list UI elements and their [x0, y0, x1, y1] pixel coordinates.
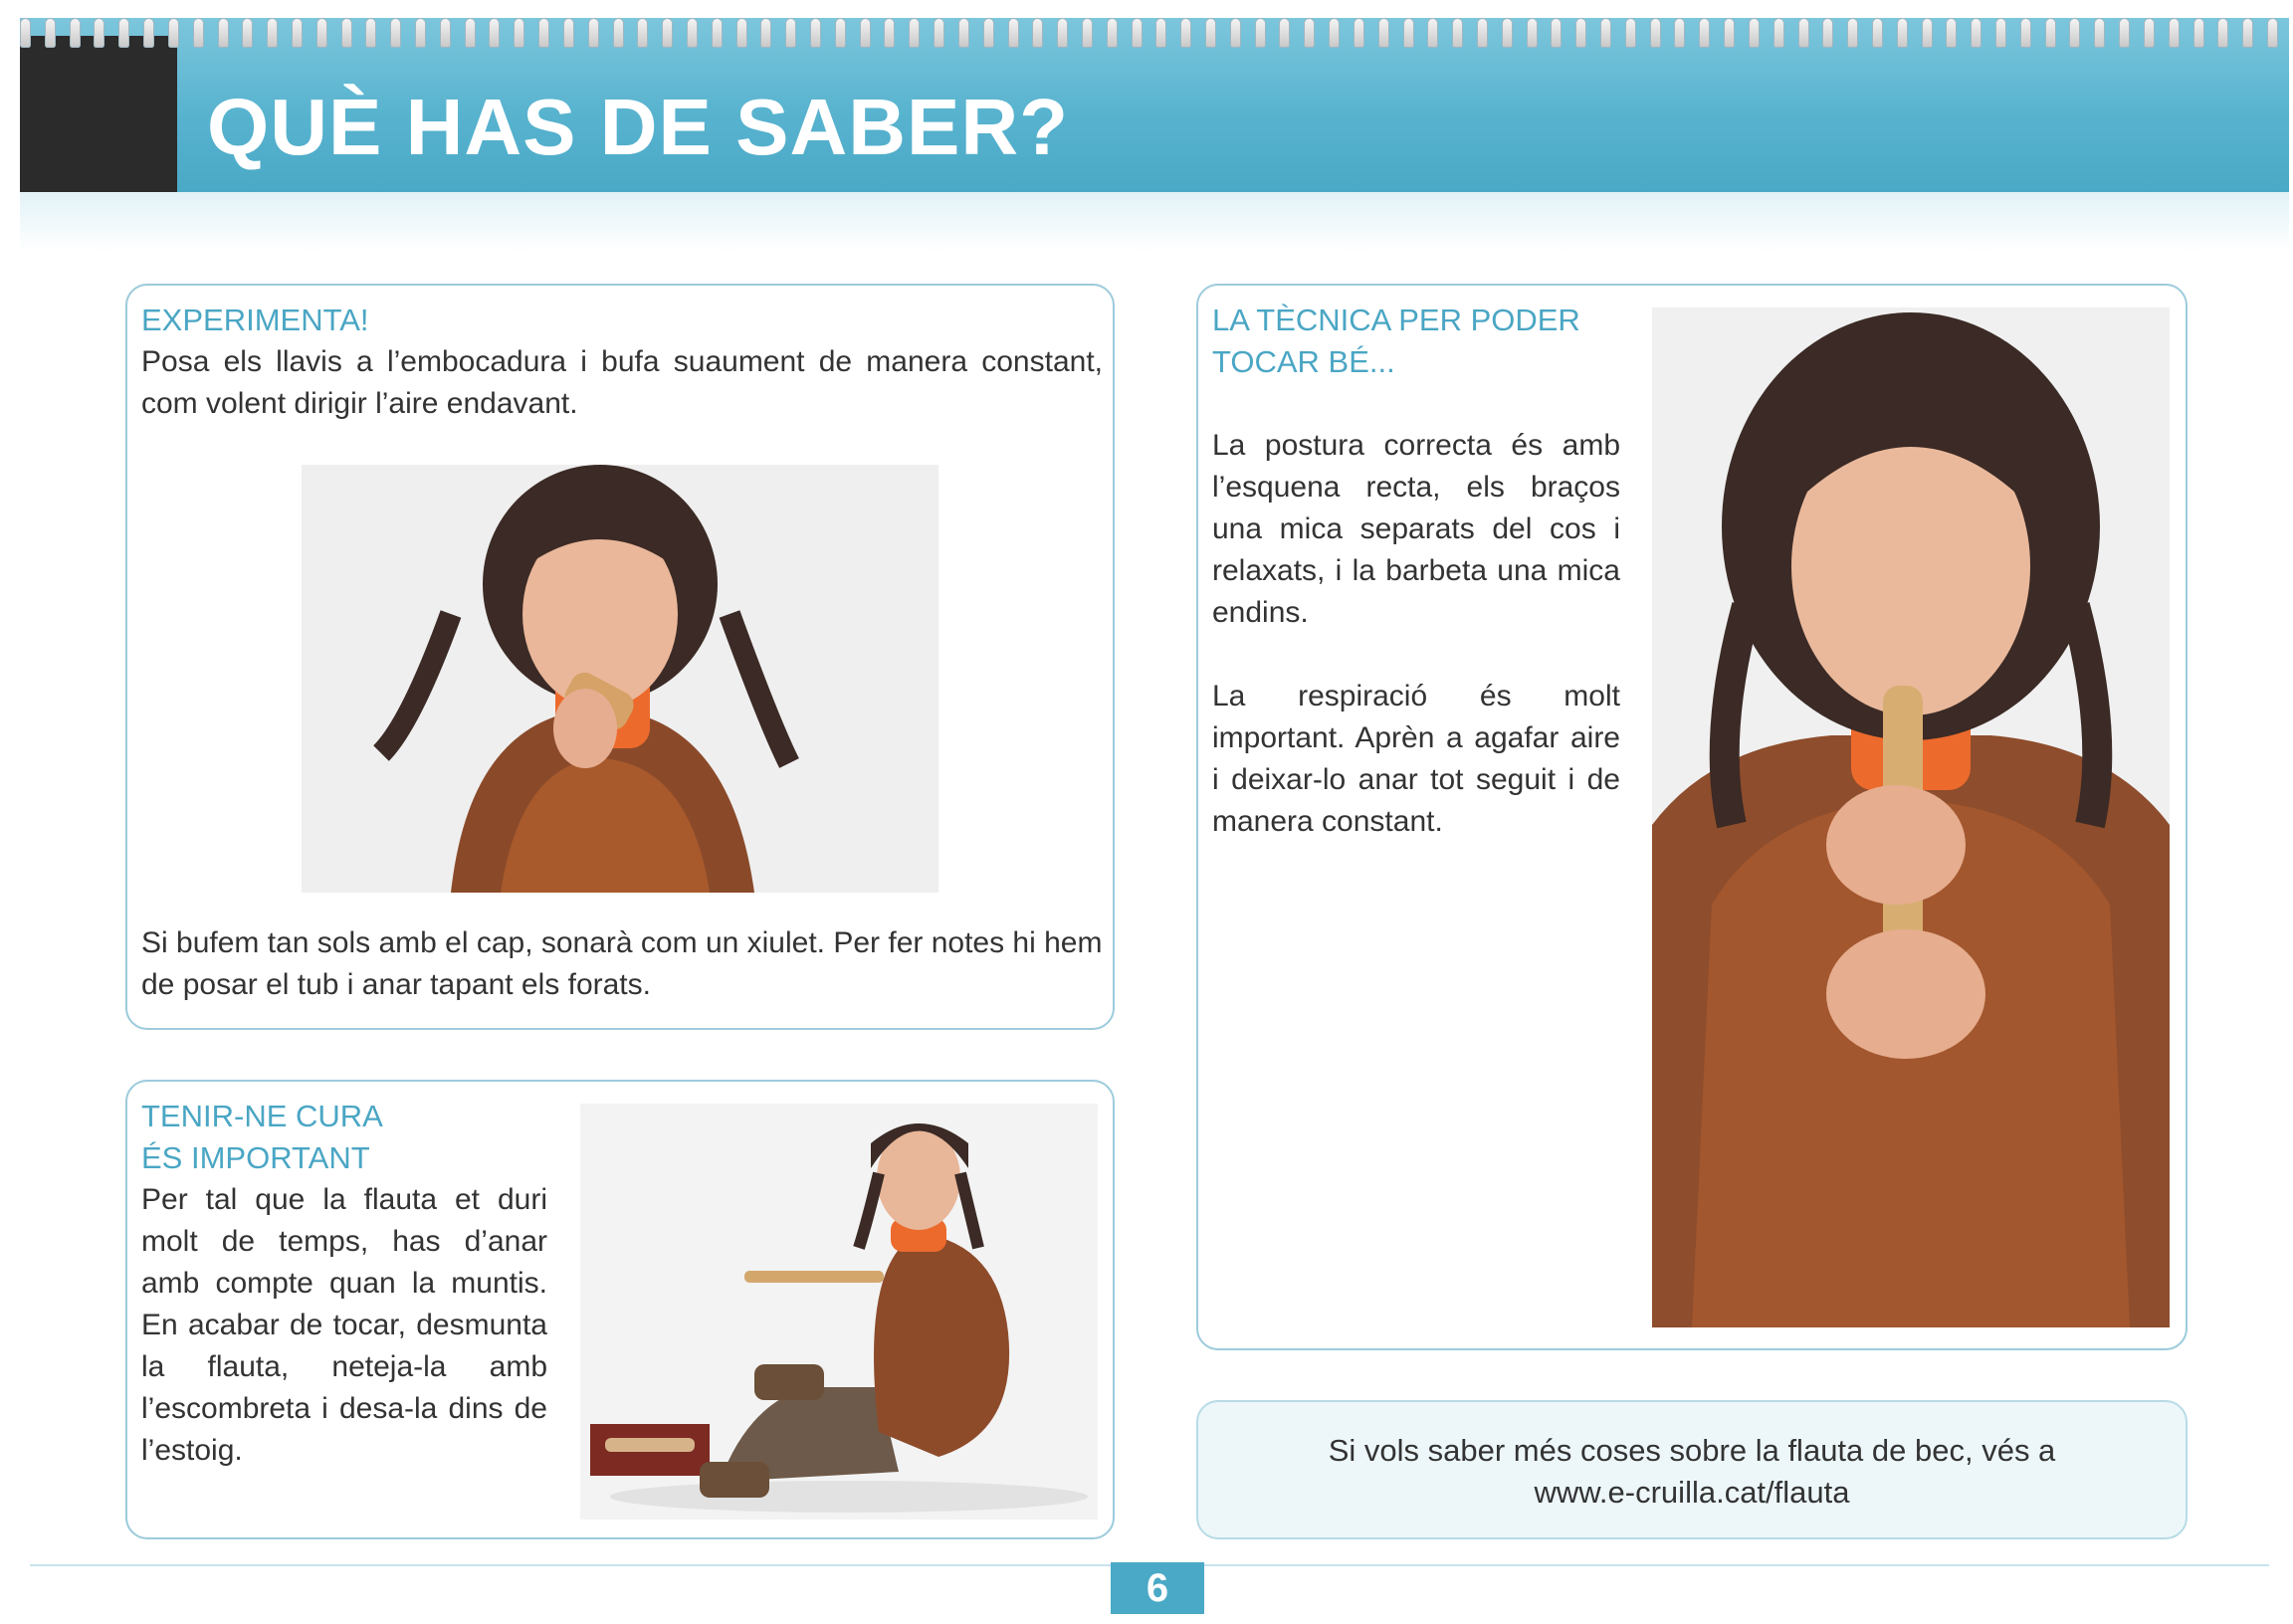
spiral-ring-icon	[70, 18, 81, 48]
spiral-ring-icon	[465, 18, 476, 48]
spiral-ring-icon	[341, 18, 352, 48]
spiral-ring-icon	[1971, 18, 1981, 48]
spiral-ring-icon	[1724, 18, 1735, 48]
spiral-ring-icon	[1180, 18, 1191, 48]
spiral-ring-icon	[1452, 18, 1463, 48]
spiral-ring-icon	[2242, 18, 2253, 48]
spiral-ring-icon	[1304, 18, 1315, 48]
spiral-ring-icon	[934, 18, 944, 48]
header-fade	[20, 192, 2289, 252]
spiral-ring-icon	[662, 18, 673, 48]
spiral-ring-icon	[365, 18, 376, 48]
spiral-ring-icon	[1922, 18, 1933, 48]
tecnica-paragraph1: La postura correcta és amb l’esquena recta, els braços una mica separats del cos i relaxats, i la barbeta una mica endins.	[1212, 429, 1620, 629]
spiral-ring-icon	[2217, 18, 2228, 48]
spiral-ring-icon	[687, 18, 698, 48]
spiral-ring-icon	[2119, 18, 2130, 48]
spiral-ring-icon	[118, 18, 129, 48]
spiral-ring-icon	[1378, 18, 1389, 48]
spiral-ring-icon	[1132, 18, 1143, 48]
spiral-ring-icon	[1897, 18, 1908, 48]
spiral-ring-icon	[884, 18, 895, 48]
spiral-ring-icon	[1822, 18, 1833, 48]
spiral-ring-icon	[218, 18, 229, 48]
spiral-ring-icon	[1502, 18, 1513, 48]
spiral-ring-icon	[588, 18, 599, 48]
spiral-ring-icon	[2144, 18, 2155, 48]
page-number: 6	[1111, 1562, 1204, 1614]
experimenta-box	[125, 284, 1115, 1030]
spiral-ring-icon	[1354, 18, 1364, 48]
spiral-ring-icon	[514, 18, 524, 48]
more-info-text: Si vols saber més coses sobre la flauta de bec, vés a	[1328, 1433, 2056, 1468]
experimenta-outro: Si bufem tan sols amb el cap, sonarà com un xiulet. Per fer notes hi hem de posar el tub i anar tapant els forats.	[141, 926, 1103, 1001]
spiral-binding-icon	[20, 18, 2279, 52]
cura-title-line2: ÉS IMPORTANT	[141, 1140, 370, 1175]
spiral-ring-icon	[1057, 18, 1068, 48]
spiral-ring-icon	[760, 18, 771, 48]
spiral-ring-icon	[1946, 18, 1957, 48]
spiral-ring-icon	[2193, 18, 2204, 48]
tecnica-box	[1196, 284, 2188, 1350]
spiral-ring-icon	[2020, 18, 2031, 48]
header-dark-block	[20, 36, 177, 192]
girl-sitting-with-flute-photo	[580, 1104, 1098, 1520]
spiral-ring-icon	[1329, 18, 1340, 48]
spiral-ring-icon	[835, 18, 846, 48]
spiral-ring-icon	[1255, 18, 1266, 48]
spiral-ring-icon	[1427, 18, 1438, 48]
spiral-ring-icon	[1008, 18, 1019, 48]
spiral-ring-icon	[810, 18, 821, 48]
experimenta-title: EXPERIMENTA!	[141, 303, 369, 337]
spiral-ring-icon	[489, 18, 500, 48]
more-info-box	[1196, 1400, 2188, 1539]
spiral-ring-icon	[1477, 18, 1488, 48]
spiral-ring-icon	[1600, 18, 1611, 48]
tecnica-title-line1: LA TÈCNICA PER PODER	[1212, 303, 1580, 337]
spiral-ring-icon	[168, 18, 179, 48]
experimenta-intro: Posa els llavis a l’embocadura i bufa suaument de manera constant, com volent dirigir l’aire endavant.	[141, 345, 1103, 420]
spiral-ring-icon	[316, 18, 327, 48]
spiral-ring-icon	[736, 18, 747, 48]
spiral-ring-icon	[2094, 18, 2105, 48]
spiral-ring-icon	[242, 18, 253, 48]
girl-playing-recorder-photo	[1652, 307, 2170, 1327]
spiral-ring-icon	[193, 18, 204, 48]
spiral-ring-icon	[1995, 18, 2006, 48]
girl-blowing-mouthpiece-photo	[302, 465, 938, 893]
tecnica-title-line2: TOCAR BÉ...	[1212, 344, 1395, 379]
spiral-ring-icon	[1551, 18, 1562, 48]
spiral-ring-icon	[983, 18, 994, 48]
spiral-ring-icon	[1205, 18, 1216, 48]
spiral-ring-icon	[45, 18, 56, 48]
spiral-ring-icon	[1872, 18, 1883, 48]
spiral-ring-icon	[637, 18, 648, 48]
cura-box	[125, 1080, 1115, 1539]
spiral-ring-icon	[143, 18, 154, 48]
spiral-ring-icon	[563, 18, 574, 48]
more-info-link[interactable]: www.e-cruilla.cat/flauta	[1534, 1475, 1850, 1510]
spiral-ring-icon	[1773, 18, 1784, 48]
spiral-ring-icon	[1107, 18, 1118, 48]
spiral-ring-icon	[1650, 18, 1661, 48]
spiral-ring-icon	[1032, 18, 1043, 48]
spiral-ring-icon	[2045, 18, 2056, 48]
spiral-ring-icon	[1749, 18, 1760, 48]
spiral-ring-icon	[2169, 18, 2180, 48]
spiral-ring-icon	[538, 18, 549, 48]
spiral-ring-icon	[390, 18, 401, 48]
spiral-ring-icon	[440, 18, 451, 48]
spiral-ring-icon	[613, 18, 624, 48]
spiral-ring-icon	[1082, 18, 1093, 48]
spiral-ring-icon	[1625, 18, 1636, 48]
spiral-ring-icon	[415, 18, 426, 48]
spiral-ring-icon	[860, 18, 871, 48]
spiral-ring-icon	[1230, 18, 1241, 48]
spiral-ring-icon	[2267, 18, 2278, 48]
spiral-ring-icon	[1699, 18, 1710, 48]
spiral-ring-icon	[1155, 18, 1166, 48]
spiral-ring-icon	[267, 18, 278, 48]
spiral-ring-icon	[712, 18, 723, 48]
spiral-ring-icon	[785, 18, 796, 48]
spiral-ring-icon	[909, 18, 920, 48]
spiral-ring-icon	[1403, 18, 1414, 48]
spiral-ring-icon	[1798, 18, 1809, 48]
spiral-ring-icon	[1527, 18, 1538, 48]
tecnica-paragraph2: La respiració és molt important. Aprèn a agafar aire i deixar-lo anar tot seguit i de manera constant.	[1212, 680, 1620, 838]
spiral-ring-icon	[20, 18, 31, 48]
spiral-ring-icon	[94, 18, 104, 48]
spiral-ring-icon	[1674, 18, 1685, 48]
spiral-ring-icon	[2069, 18, 2080, 48]
cura-text: Per tal que la flauta et duri molt de temps, has d’anar amb compte quan la muntis. En acabar de tocar, desmunta la flauta, neteja-la amb l’escombreta i desa-la dins de l’estoig.	[141, 1183, 547, 1467]
spiral-ring-icon	[292, 18, 303, 48]
cura-title-line1: TENIR-NE CURA	[141, 1099, 383, 1133]
page-title: QUÈ HAS DE SABER?	[207, 83, 1069, 171]
spiral-ring-icon	[1279, 18, 1290, 48]
spiral-ring-icon	[1847, 18, 1858, 48]
spiral-ring-icon	[1575, 18, 1586, 48]
spiral-ring-icon	[958, 18, 969, 48]
